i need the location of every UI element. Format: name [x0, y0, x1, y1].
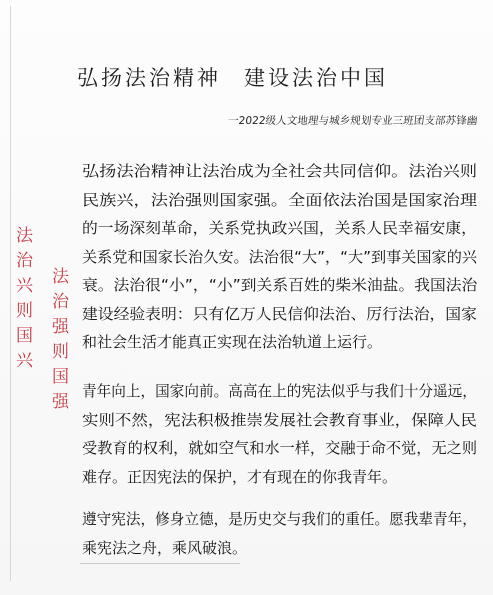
paper-mark	[80, 563, 240, 564]
side-slogan-col-1	[16, 224, 33, 374]
text-line: 衰。法治很“小”，“小”到关系百姓的柴米油盐。我国法治	[82, 276, 478, 294]
slogan-char: 法	[16, 226, 33, 246]
slogan-char: 治	[52, 292, 69, 312]
slogan-char: 国	[16, 326, 33, 346]
title-right: 建设法治中国	[244, 66, 388, 90]
text-line: 关系党和国家长治久安。法治很“大”，“大”到事关国家的兴	[82, 247, 478, 266]
slogan-char: 国	[52, 367, 69, 387]
text-line: 的一场深刻革命，关系党执政兴国，关系人民幸福安康，	[82, 219, 477, 237]
slogan-char: 强	[52, 392, 69, 412]
title-left: 弘扬法治精神	[77, 66, 221, 90]
text-line: 弘扬法治精神让法治成为全社会共同信仰。法治兴则	[82, 162, 478, 180]
slogan-char: 强	[52, 317, 69, 337]
slogan-char: 法	[52, 267, 69, 287]
slogan-char: 则	[16, 301, 33, 321]
slogan-char: 兴	[16, 351, 33, 371]
text-line: 建设经验表明：只有亿万人民信仰法治、厉行法治，国家	[82, 304, 477, 323]
text-line: 青年向上，国家向前。高高在上的宪法似乎与我们十分遥远，	[82, 382, 477, 400]
slogan-char: 治	[16, 251, 33, 271]
side-slogan-col-2	[52, 265, 69, 415]
text-line: 难存。正因宪法的保护，才有现在的你我青年。	[82, 467, 398, 486]
slogan-char: 则	[52, 342, 69, 362]
slogan-char: 兴	[16, 276, 33, 296]
text-line: 受教育的权利，就如空气和水一样，交融于命不觉，无之则	[82, 439, 478, 457]
text-line: 和社会生活才能真正实现在法治轨道上运行。	[82, 333, 383, 351]
text-line: 民族兴，法治强则国家强。全面依法治国是国家治理	[82, 190, 478, 209]
text-line: 实则不然，宪法积极推崇发展社会教育事业，保障人民	[82, 410, 477, 429]
text-line: 乘宪法之舟，乘风破浪。	[82, 538, 248, 557]
author-byline: 一2022级人文地理与城乡规划专业三班团支部苏锋幽	[226, 115, 478, 127]
text-line: 遵守宪法，修身立德，是历史交与我们的重任。愿我辈青年，	[82, 510, 477, 528]
title-row	[0, 62, 493, 98]
